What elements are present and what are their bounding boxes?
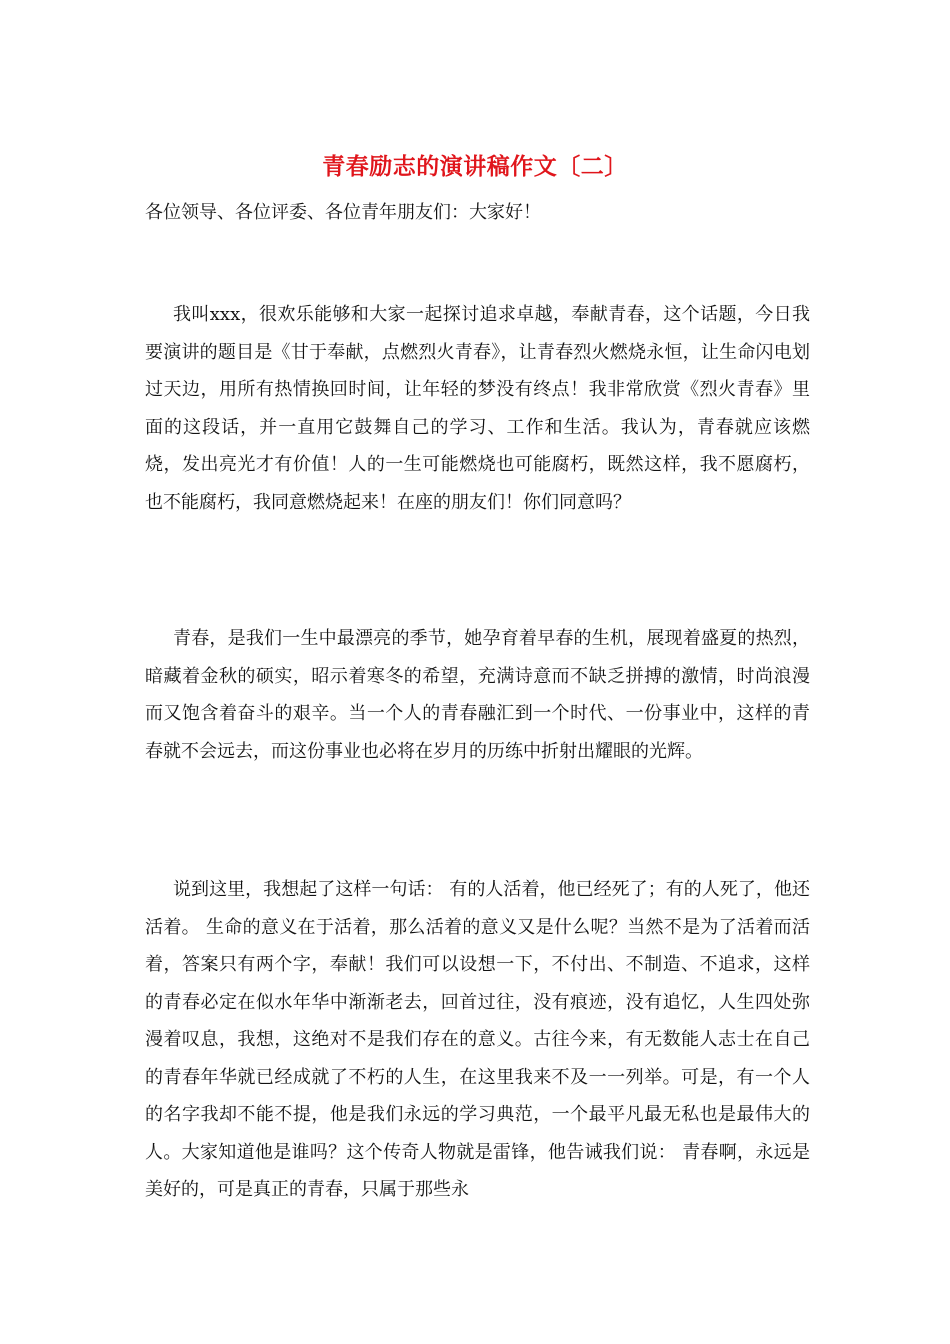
paragraph-3: 说到这里，我想起了这样一句话： 有的人活着，他已经死了；有的人死了，他还活着。 生命的意义在于活着，那么活着的意义又是什么呢？当然不是为了活着而活着，答案只有两个字，奉献！我们可以设想一下，不付出、不制造、不追求，这样的青春必定在似水年华中渐渐老去，回首过往，没有痕迹，没有追忆，人生四处弥漫着叹息，我想，这绝对不是我们存在的意义。古往今来，有无数能人志士在自己的青春年华就已经成就了不朽的人生，在这里我来不及一一列举。可是，有一个人的名字我却不能不提，他是我们永远的学习典范，一个最平凡最无私也是最伟大的人。大家知道他是谁吗？这个传奇人物就是雷锋，他告诫我们说： 青春啊，永远是美好的，可是真正的青春，只属于那些永 (145, 879, 810, 1200)
paragraph-2: 青春，是我们一生中最漂亮的季节，她孕育着早春的生机，展现着盛夏的热烈，暗藏着金秋的硕实，昭示着寒冬的希望，充满诗意而不缺乏拼搏的激情，时尚浪漫而又饱含着奋斗的艰辛。当一个人的青春融汇到一个时代、一份事业中，这样的青春就不会远去，而这份事业也必将在岁月的历练中折射出耀眼的光辉。 (145, 628, 810, 762)
document-title: 青春励志的演讲稿作文〔二〕 (322, 153, 628, 180)
paragraph-1: 我叫xxx，很欢乐能够和大家一起探讨追求卓越，奉献青春，这个话题，今日我要演讲的题目是《甘于奉献，点燃烈火青春》，让青春烈火燃烧永恒，让生命闪电划过天边，用所有热情换回时间，让年轻的梦没有终点！我非常欣赏《烈火青春》里面的这段话，并一直用它鼓舞自己的学习、工作和生活。我认为，青春就应该燃烧，发出亮光才有价值！人的一生可能燃烧也可能腐朽，既然这样，我不愿腐朽，也不能腐朽，我同意燃烧起来！在座的朋友们！你们同意吗？ (145, 304, 810, 513)
greeting-line: 各位领导、各位评委、各位青年朋友们：大家好！ (145, 202, 541, 223)
